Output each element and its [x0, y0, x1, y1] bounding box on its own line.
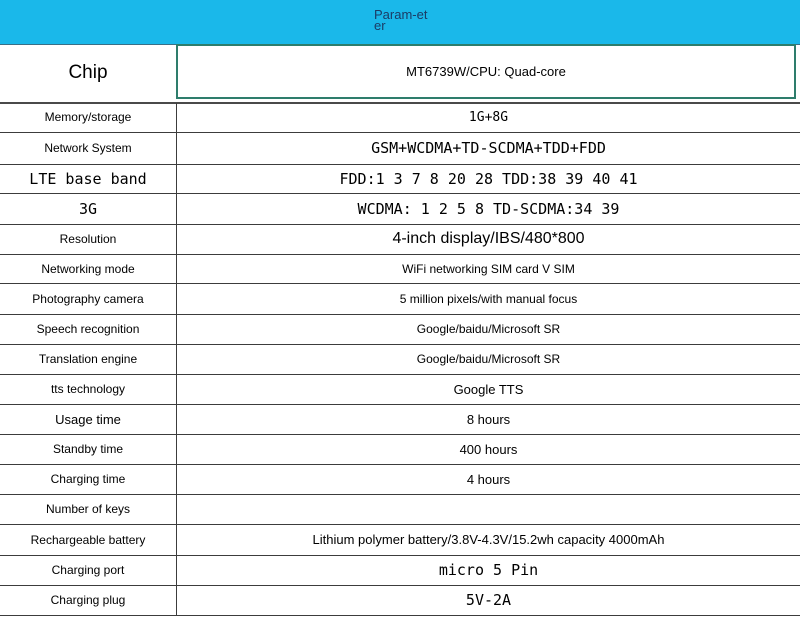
row-value: 5 million pixels/with manual focus — [177, 283, 800, 314]
table-row — [0, 283, 800, 314]
row-value: 4 hours — [177, 464, 800, 494]
table-row — [0, 103, 800, 132]
row-value: micro 5 Pin — [177, 555, 800, 585]
row-value: Google/baidu/Microsoft SR — [177, 314, 800, 344]
row-value: Google/baidu/Microsoft SR — [177, 344, 800, 374]
row-label: LTE base band — [0, 164, 177, 193]
row-value: WiFi networking SIM card V SIM — [177, 254, 800, 283]
row-label: Speech recognition — [0, 314, 177, 344]
chip-row — [0, 44, 800, 104]
row-label: Networking mode — [0, 254, 177, 283]
row-value: Lithium polymer battery/3.8V-4.3V/15.2wh capacity 4000mAh — [177, 524, 800, 555]
row-label: Photography camera — [0, 283, 177, 314]
table-row — [0, 164, 800, 193]
row-label: Charging plug — [0, 585, 177, 615]
row-value: FDD:1 3 7 8 20 28 TDD:38 39 40 41 — [177, 164, 800, 193]
spec-table — [0, 103, 800, 616]
row-label: Charging time — [0, 464, 177, 494]
row-label: Rechargeable battery — [0, 524, 177, 555]
table-row — [0, 585, 800, 615]
row-label: Charging port — [0, 555, 177, 585]
table-row — [0, 434, 800, 464]
table-row — [0, 374, 800, 404]
table-row — [0, 494, 800, 524]
table-row — [0, 524, 800, 555]
table-row — [0, 224, 800, 254]
table-row — [0, 555, 800, 585]
row-value: 4-inch display/IBS/480*800 — [177, 224, 800, 254]
header-title: Param-eter — [374, 7, 428, 33]
row-value: GSM+WCDMA+TD-SCDMA+TDD+FDD — [177, 132, 800, 164]
row-label: Number of keys — [0, 494, 177, 524]
table-row — [0, 314, 800, 344]
row-value: WCDMA: 1 2 5 8 TD-SCDMA:34 39 — [177, 193, 800, 224]
row-value — [177, 494, 800, 524]
row-value: 1G+8G — [177, 103, 800, 132]
row-label: Memory/storage — [0, 103, 177, 132]
row-value: 400 hours — [177, 434, 800, 464]
table-row — [0, 132, 800, 164]
table-row — [0, 254, 800, 283]
table-row — [0, 464, 800, 494]
row-label: tts technology — [0, 374, 177, 404]
table-row — [0, 404, 800, 434]
chip-label: Chip — [68, 62, 108, 83]
row-label: 3G — [0, 193, 177, 224]
header-banner — [0, 0, 800, 45]
row-label: Resolution — [0, 224, 177, 254]
row-label: Standby time — [0, 434, 177, 464]
row-value: 8 hours — [177, 404, 800, 434]
row-label: Usage time — [0, 404, 177, 434]
row-label: Translation engine — [0, 344, 177, 374]
table-row — [0, 344, 800, 374]
table-row — [0, 193, 800, 224]
row-value: Google TTS — [177, 374, 800, 404]
chip-value: MT6739W/CPU: Quad-core — [176, 44, 796, 99]
row-value: 5V-2A — [177, 585, 800, 615]
row-label: Network System — [0, 132, 177, 164]
